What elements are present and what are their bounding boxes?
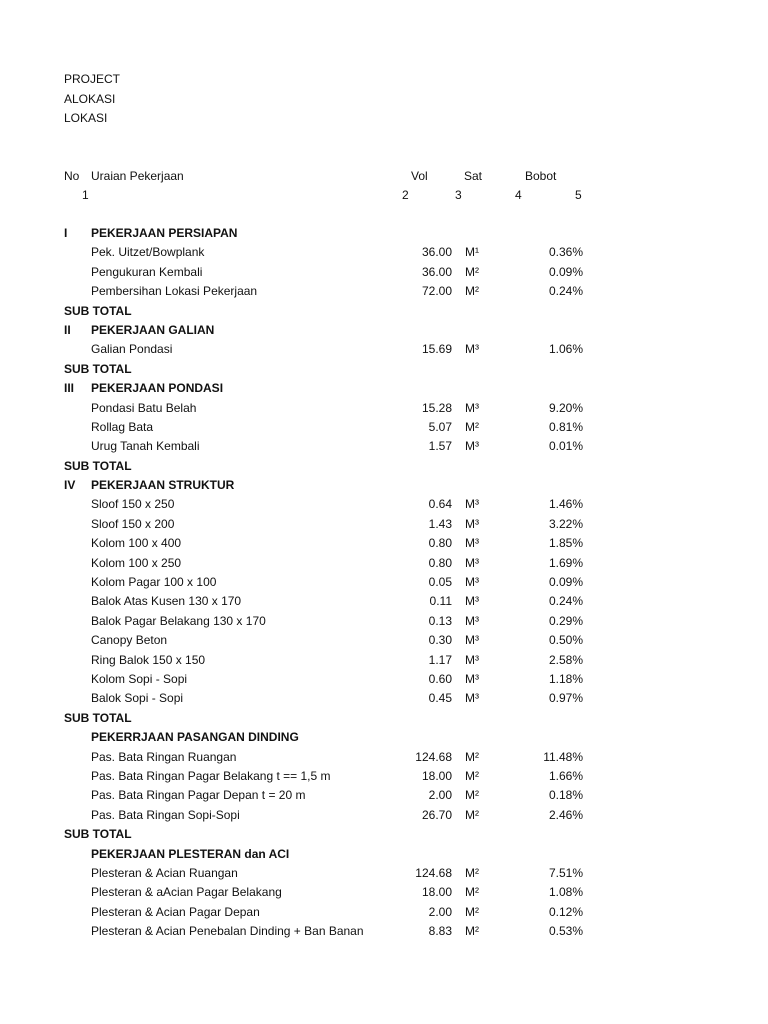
item-volume: 0.13	[428, 613, 452, 628]
item-unit: M²	[465, 768, 479, 783]
item-weight: 0.24%	[548, 284, 583, 299]
item-unit: M²	[465, 419, 479, 434]
col-header-sat: Sat	[464, 169, 483, 183]
item-volume: 18.00	[421, 768, 452, 783]
col-number-5: 5	[575, 188, 582, 202]
item-description: Balok Pagar Belakang 130 x 170	[91, 613, 266, 628]
item-description: Galian Pondasi	[91, 342, 173, 357]
item-unit: M³	[465, 613, 479, 628]
table-row	[0, 592, 768, 611]
item-unit: M³	[465, 594, 479, 609]
section-row	[0, 379, 768, 398]
section-number: IV	[64, 478, 76, 493]
item-unit: M³	[465, 652, 479, 667]
work-items-table	[0, 224, 768, 941]
item-description: Kolom 100 x 250	[91, 555, 182, 570]
item-unit: M³	[465, 439, 479, 454]
alokasi-label: ALOKASI	[64, 92, 116, 106]
table-row	[0, 631, 768, 650]
table-row	[0, 689, 768, 708]
item-weight: 0.97%	[548, 691, 583, 706]
item-description: Plesteran & Acian Pagar Depan	[91, 904, 260, 919]
item-description: Kolom Pagar 100 x 100	[91, 575, 217, 590]
item-weight: 0.36%	[548, 245, 583, 260]
item-weight: 1.69%	[548, 555, 583, 570]
item-volume: 124.68	[415, 749, 452, 764]
item-volume: 0.64	[428, 497, 452, 512]
section-number: I	[64, 226, 68, 240]
item-volume: 0.80	[428, 536, 452, 551]
item-description: Urug Tanah Kembali	[91, 439, 200, 454]
section-title: PEKERJAAN PERSIAPAN	[91, 226, 238, 240]
table-row	[0, 263, 768, 282]
section-row	[0, 224, 768, 243]
item-unit: M¹	[465, 245, 479, 260]
item-volume: 2.00	[428, 788, 452, 803]
item-volume: 0.60	[428, 671, 452, 686]
item-weight: 1.46%	[548, 497, 583, 512]
section-number: III	[64, 381, 75, 396]
col-number-4: 4	[515, 188, 522, 202]
item-volume: 5.07	[428, 419, 452, 434]
item-weight: 0.81%	[548, 419, 583, 434]
item-weight: 1.06%	[548, 342, 583, 357]
item-volume: 8.83	[428, 924, 452, 939]
table-row	[0, 340, 768, 359]
item-unit: M²	[465, 788, 479, 803]
subtotal-label: SUB TOTAL	[64, 361, 132, 376]
table-row	[0, 399, 768, 418]
col-header-uraian: Uraian Pekerjaan	[91, 169, 184, 183]
subtotal-label: SUB TOTAL	[64, 458, 132, 473]
subtotal-row	[0, 457, 768, 476]
item-volume: 1.43	[428, 516, 452, 531]
item-volume: 72.00	[421, 284, 452, 299]
item-volume: 1.57	[428, 439, 452, 454]
table-row	[0, 864, 768, 883]
item-description: Plesteran & Acian Ruangan	[91, 865, 238, 880]
item-weight: 0.09%	[548, 575, 583, 590]
item-volume: 0.11	[429, 594, 452, 609]
subtotal-label: SUB TOTAL	[64, 303, 132, 318]
item-description: Balok Atas Kusen 130 x 170	[91, 594, 242, 609]
table-row	[0, 534, 768, 553]
item-weight: 2.58%	[548, 652, 583, 667]
item-weight: 9.20%	[548, 400, 583, 415]
table-row	[0, 418, 768, 437]
section-title: PEKERRJAAN PASANGAN DINDING	[91, 730, 299, 745]
item-volume: 0.45	[428, 691, 452, 706]
item-volume: 18.00	[421, 885, 452, 900]
table-row	[0, 515, 768, 534]
item-description: Pas. Bata Ringan Ruangan	[91, 749, 237, 764]
item-unit: M³	[465, 671, 479, 686]
subtotal-row	[0, 825, 768, 844]
project-label: PROJECT	[64, 72, 121, 86]
item-weight: 0.53%	[548, 924, 583, 939]
item-description: Pek. Uitzet/Bowplank	[91, 245, 205, 260]
col-header-no: No	[64, 169, 80, 183]
item-description: Pas. Bata Ringan Sopi-Sopi	[91, 807, 240, 822]
item-weight: 1.18%	[548, 671, 583, 686]
item-volume: 1.17	[428, 652, 452, 667]
item-description: Pas. Bata Ringan Pagar Depan t = 20 m	[91, 788, 306, 803]
item-weight: 1.66%	[548, 768, 583, 783]
item-description: Pembersihan Lokasi Pekerjaan	[91, 284, 258, 299]
item-volume: 2.00	[428, 904, 452, 919]
item-volume: 0.30	[428, 633, 452, 648]
subtotal-label: SUB TOTAL	[64, 710, 132, 725]
item-volume: 26.70	[421, 807, 452, 822]
subtotal-row	[0, 360, 768, 379]
item-volume: 36.00	[421, 245, 452, 260]
table-row	[0, 903, 768, 922]
table-row	[0, 437, 768, 456]
item-weight: 2.46%	[548, 807, 583, 822]
item-description: Rollag Bata	[91, 419, 154, 434]
item-weight: 0.50%	[548, 633, 583, 648]
item-volume: 0.80	[428, 555, 452, 570]
item-weight: 11.48%	[543, 749, 583, 764]
item-weight: 1.85%	[548, 536, 583, 551]
table-row	[0, 554, 768, 573]
item-description: Pas. Bata Ringan Pagar Belakang t == 1,5 m	[91, 768, 331, 783]
item-unit: M²	[465, 264, 479, 279]
section-number: II	[64, 322, 71, 337]
table-row	[0, 767, 768, 786]
item-volume: 15.69	[421, 342, 452, 357]
col-number-2: 2	[402, 188, 409, 202]
lokasi-label: LOKASI	[64, 111, 108, 125]
item-volume: 124.68	[415, 865, 452, 880]
table-row	[0, 748, 768, 767]
item-unit: M²	[465, 284, 479, 299]
section-title: PEKERJAAN GALIAN	[91, 322, 215, 337]
section-title: PEKERJAAN PLESTERAN dan ACI	[91, 846, 290, 861]
table-row	[0, 922, 768, 941]
item-unit: M³	[465, 691, 479, 706]
item-weight: 7.51%	[548, 865, 583, 880]
item-unit: M³	[465, 633, 479, 648]
subtotal-row	[0, 709, 768, 728]
item-unit: M³	[465, 497, 479, 512]
item-volume: 36.00	[421, 264, 452, 279]
item-weight: 0.24%	[548, 594, 583, 609]
item-unit: M²	[465, 865, 479, 880]
section-row	[0, 476, 768, 495]
item-description: Balok Sopi - Sopi	[91, 691, 184, 706]
subtotal-label: SUB TOTAL	[64, 827, 132, 842]
section-row	[0, 321, 768, 340]
item-weight: 0.29%	[548, 613, 583, 628]
item-description: Kolom 100 x 400	[91, 536, 182, 551]
item-description: Kolom Sopi - Sopi	[91, 671, 188, 686]
section-title: PEKERJAAN STRUKTUR	[91, 478, 235, 493]
table-row	[0, 786, 768, 805]
item-unit: M³	[465, 342, 479, 357]
item-unit: M³	[465, 400, 479, 415]
col-number-3: 3	[455, 188, 462, 202]
item-description: Ring Balok 150 x 150	[91, 652, 206, 667]
item-description: Plesteran & Acian Penebalan Dinding + Ban Banan	[91, 924, 364, 939]
item-weight: 0.09%	[548, 264, 583, 279]
item-volume: 15.28	[421, 400, 452, 415]
item-description: Plesteran & aAcian Pagar Belakang	[91, 885, 282, 900]
section-row	[0, 845, 768, 864]
col-header-bobot: Bobot	[525, 169, 557, 183]
table-row	[0, 495, 768, 514]
item-weight: 0.01%	[548, 439, 583, 454]
item-unit: M³	[465, 575, 479, 590]
table-row	[0, 670, 768, 689]
item-unit: M²	[465, 904, 479, 919]
item-weight: 1.08%	[548, 885, 583, 900]
col-header-vol: Vol	[411, 169, 428, 183]
item-description: Sloof 150 x 200	[91, 516, 175, 531]
item-unit: M²	[465, 807, 479, 822]
table-row	[0, 243, 768, 262]
item-unit: M²	[465, 885, 479, 900]
subtotal-row	[0, 302, 768, 321]
item-unit: M³	[465, 516, 479, 531]
item-weight: 0.12%	[548, 904, 583, 919]
table-row	[0, 883, 768, 902]
section-title: PEKERJAAN PONDASI	[91, 381, 224, 396]
table-row	[0, 573, 768, 592]
item-unit: M³	[465, 555, 479, 570]
item-volume: 0.05	[428, 575, 452, 590]
item-description: Pengukuran Kembali	[91, 264, 203, 279]
table-row	[0, 651, 768, 670]
item-description: Sloof 150 x 250	[91, 497, 175, 512]
item-description: Canopy Beton	[91, 633, 168, 648]
table-row	[0, 806, 768, 825]
item-description: Pondasi Batu Belah	[91, 400, 197, 415]
item-unit: M²	[465, 749, 479, 764]
item-unit: M³	[465, 536, 479, 551]
table-row	[0, 282, 768, 301]
table-row	[0, 612, 768, 631]
item-unit: M²	[465, 924, 479, 939]
item-weight: 3.22%	[548, 516, 583, 531]
col-number-1: 1	[82, 188, 89, 202]
item-weight: 0.18%	[548, 788, 583, 803]
section-row	[0, 728, 768, 747]
